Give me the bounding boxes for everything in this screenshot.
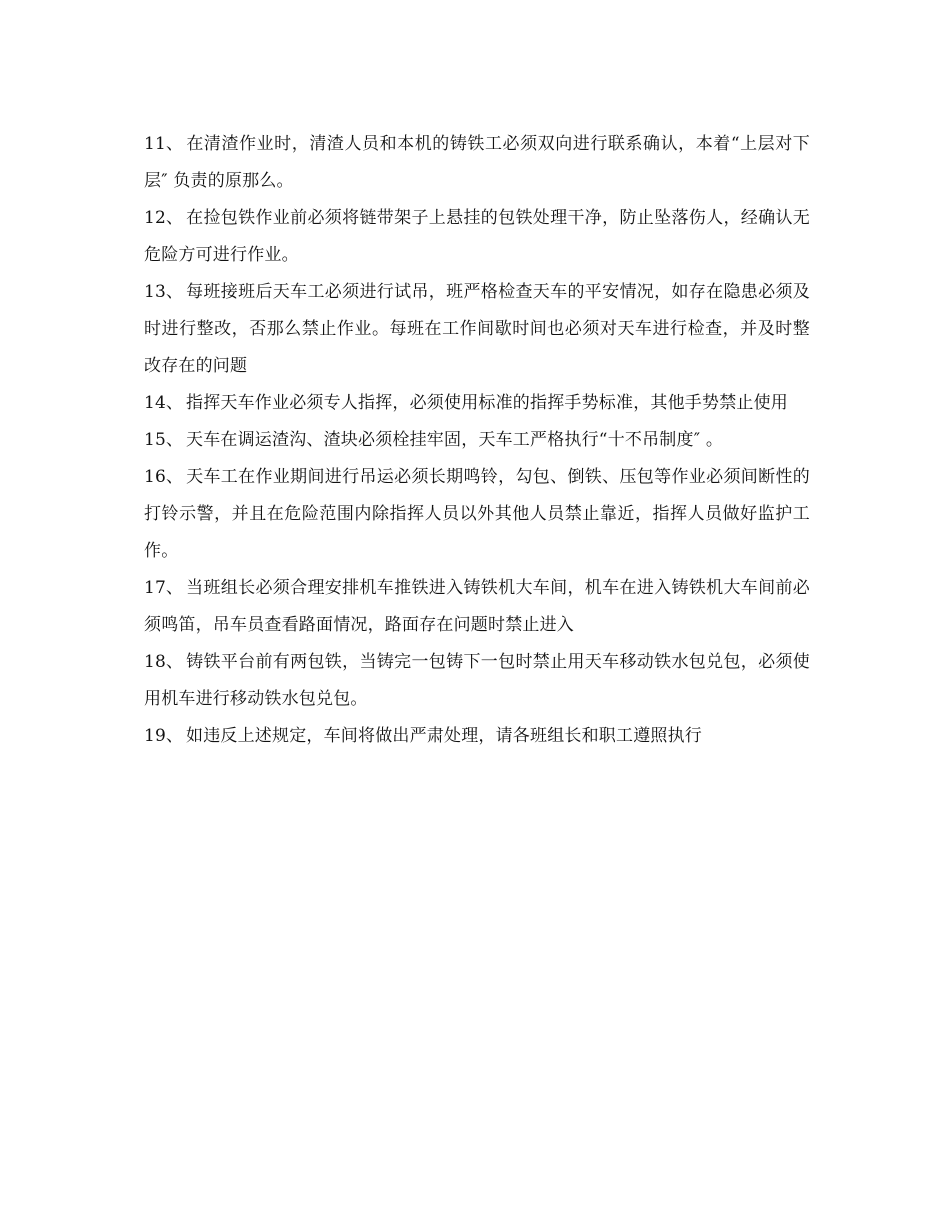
rule-item-14 — [144, 385, 810, 422]
rule-text: 指挥天车作业必须专人指挥，必须使用标准的指挥手势标准，其他手势禁止使用 — [186, 393, 788, 413]
rule-number: 18、 — [144, 652, 184, 672]
rule-number: 15、 — [144, 430, 184, 450]
rule-item-15 — [144, 422, 810, 459]
rule-item-11 — [144, 126, 810, 200]
rule-text: 在清渣作业时，清渣人员和本机的铸铁工必须双向进行联系确认，本着“上层对下层″ 负责的原那么。 — [144, 134, 810, 191]
rule-item-13 — [144, 274, 810, 385]
rule-text: 天车工在作业期间进行吊运必须长期鸣铃，勾包、倒铁、压包等作业必须间断性的打铃示警，并且在危险范围内除指挥人员以外其他人员禁止靠近，指挥人员做好监护工作。 — [144, 467, 810, 561]
rule-item-19 — [144, 718, 810, 755]
rule-number: 13、 — [144, 282, 184, 302]
rule-text: 铸铁平台前有两包铁，当铸完一包铸下一包时禁止用天车移动铁水包兑包，必须使用机车进行移动铁水包兑包。 — [144, 652, 810, 709]
rule-item-16 — [144, 459, 810, 570]
rule-text: 当班组长必须合理安排机车推铁进入铸铁机大车间，机车在进入铸铁机大车间前必须鸣笛，吊车员查看路面情况，路面存在问题时禁止进入 — [144, 578, 810, 635]
rule-text: 每班接班后天车工必须进行试吊，班严格检查天车的平安情况，如存在隐患必须及时进行整改，否那么禁止作业。每班在工作间歇时间也必须对天车进行检查，并及时整改存在的问题 — [144, 282, 810, 376]
rule-number: 12、 — [144, 208, 184, 228]
rule-number: 14、 — [144, 393, 184, 413]
rule-item-12 — [144, 200, 810, 274]
document-body — [144, 126, 810, 755]
rule-text: 如违反上述规定，车间将做出严肃处理，请各班组长和职工遵照执行 — [186, 726, 702, 746]
rule-text: 在捡包铁作业前必须将链带架子上悬挂的包铁处理干净，防止坠落伤人，经确认无危险方可进行作业。 — [144, 208, 810, 265]
rule-item-17 — [144, 570, 810, 644]
rule-number: 17、 — [144, 578, 184, 598]
rule-number: 11、 — [144, 134, 184, 154]
rule-text: 天车在调运渣沟、渣块必须栓挂牢固，天车工严格执行“十不吊制度″ 。 — [186, 430, 724, 450]
rule-item-18 — [144, 644, 810, 718]
rule-number: 16、 — [144, 467, 184, 487]
rule-number: 19、 — [144, 726, 184, 746]
